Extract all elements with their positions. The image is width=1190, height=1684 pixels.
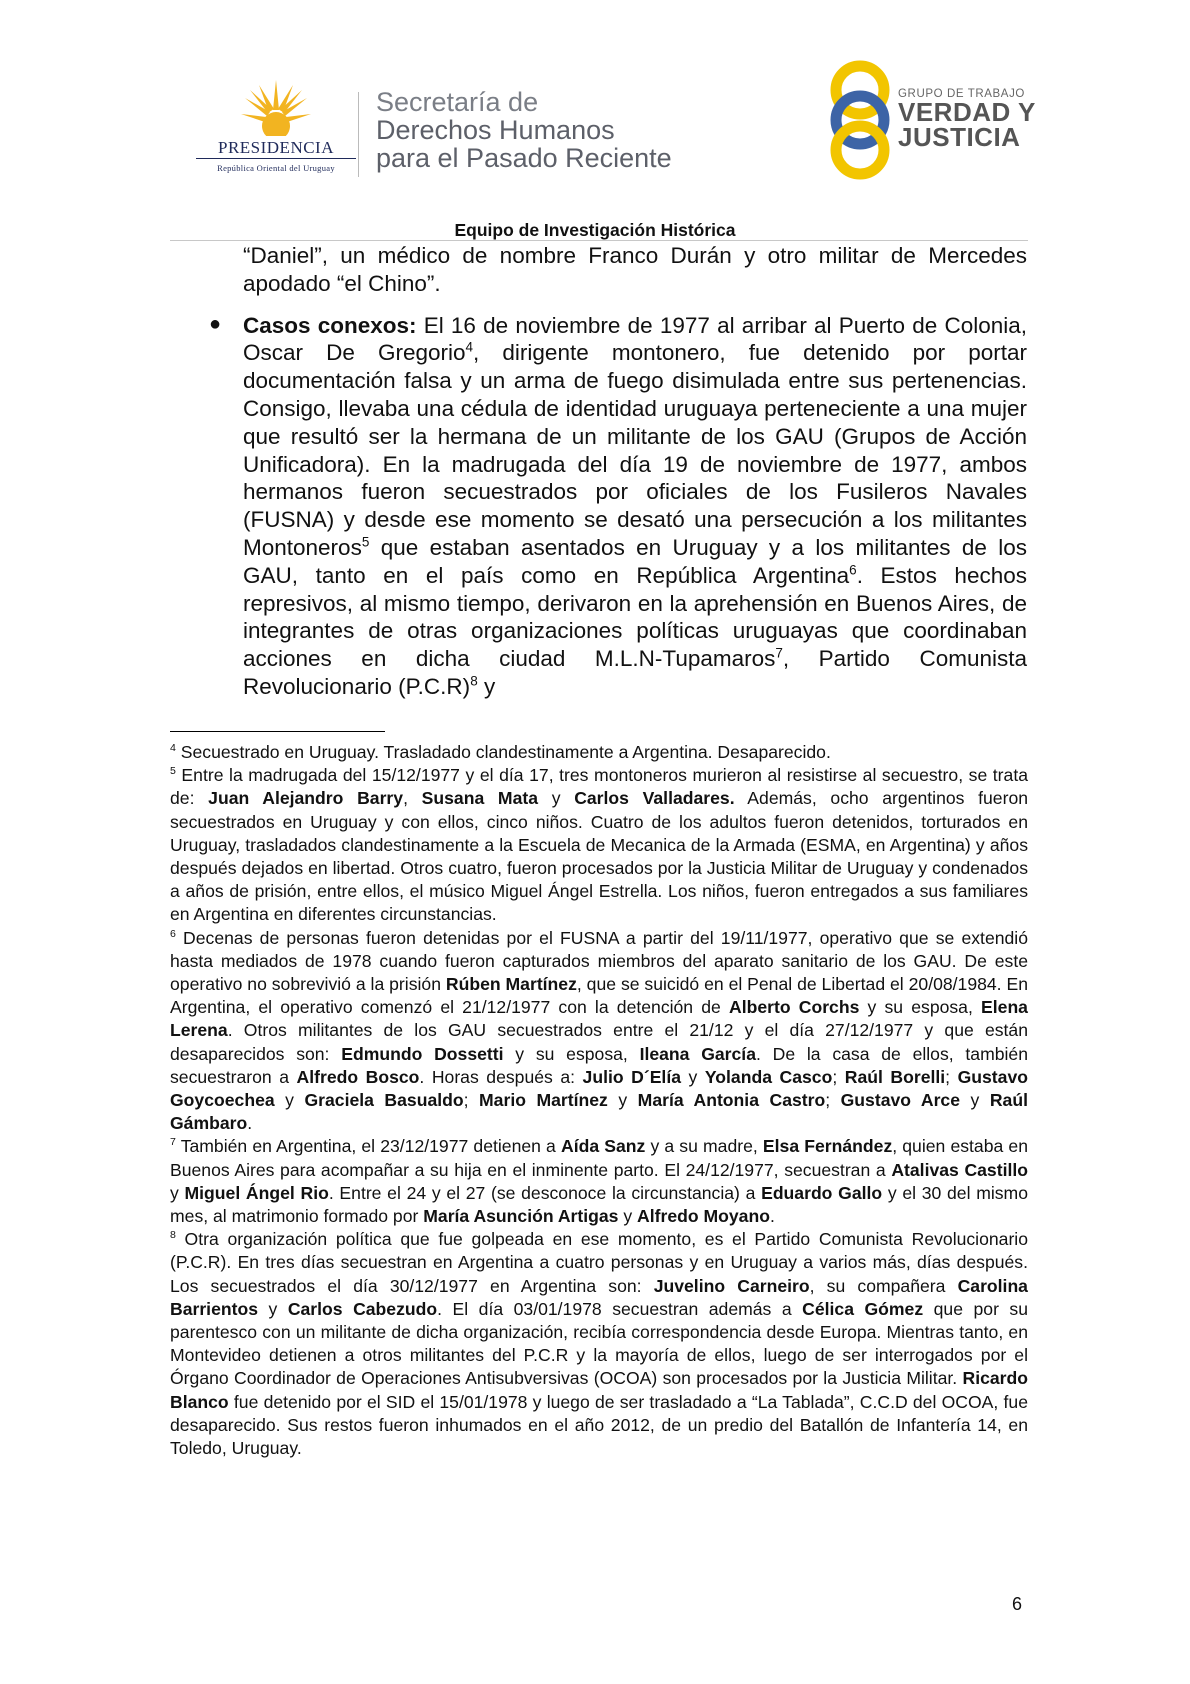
- text-run: También en Argentina, el 23/12/1977 detienen a: [175, 1136, 561, 1157]
- person-name: Carlos Valladares.: [574, 788, 735, 809]
- person-name: Atalivas Castillo: [891, 1159, 1028, 1180]
- text-run: y: [274, 1090, 305, 1111]
- text-run: y el 30 del mismo mes, al matrimonio formado por: [170, 1182, 1028, 1227]
- text-run: y su esposa,: [859, 997, 982, 1018]
- text-run: , quien estaba en Buenos Aires para acompañar a su hija en el inminente parto. El 24/12/1977, secuestran a: [170, 1136, 1028, 1180]
- body-text: [209, 242, 1027, 701]
- text-run: y: [960, 1090, 990, 1111]
- presidencia-subtitle: República Oriental del Uruguay: [217, 163, 335, 173]
- bullet-icon: ●: [209, 312, 222, 335]
- person-name: Miguel Ángel Rio: [184, 1182, 329, 1203]
- text-run: , dirigente montonero, fue detenido por portar documentación falsa y un arma de fuego disimulada entre sus pertenencias. Consigo, llevaba una cédula de identidad uruguaya perteneciente a una mujer que resultó ser la hermana de un militante de los GAU (Grupos de Acción Unificadora). En la madrugada del día 19 de noviembre de 1977, ambos hermanos fueron secuestrados por oficiales de los Fusileros Navales (FUSNA) y desde ese momento se desató una persecución a los militantes Montoneros: [243, 340, 1027, 560]
- footnote-ref-6: 6: [849, 562, 857, 578]
- person-name: Gustavo Arce: [840, 1090, 961, 1111]
- text-run: y su esposa,: [503, 1043, 640, 1064]
- text-run: y: [538, 788, 575, 809]
- footnote-number: 4: [170, 742, 176, 755]
- text-run: Decenas de personas fueron detenidas por el FUSNA a partir del 19/11/1977, operativo que se extendió hasta mediados de 1978 cuando fueron capturados miembros del aparato sanitario de los GAU. De este operativo no sobrevivió a la prisión: [170, 927, 1028, 995]
- text-run: . De la casa de ellos, también secuestraron a: [170, 1043, 1029, 1087]
- person-name: Alfredo Bosco: [296, 1066, 420, 1087]
- text-run: y: [170, 1182, 185, 1203]
- text-run: y: [681, 1066, 705, 1087]
- secretaria-line-3: para el Pasado Reciente: [376, 143, 672, 173]
- bullet-label: Casos conexos:: [243, 312, 417, 338]
- person-name: Julio D´Elía: [582, 1066, 681, 1087]
- person-name: Carolina Barrientos: [170, 1275, 1028, 1319]
- text-run: que por su parentesco con un militante de dicha organización, recibía correspondencia desde Europa. Mientras tanto, en Montevideo detienen a otros militantes del P.C.R y la mayoría de ellos, luego de ser interrogados por el Órgano Coordinador de Operaciones Antisubversivas (OCOA) son procesados por la Justicia Militar.: [170, 1298, 1029, 1389]
- text-run: , su compañera: [809, 1275, 958, 1296]
- text-run: . Otros militantes de los GAU secuestrados entre el 21/12 y el día 27/12/1977 y que están desaparecidos son:: [170, 1020, 1028, 1064]
- person-name: Graciela Basualdo: [304, 1090, 464, 1111]
- footnote-ref-5: 5: [361, 534, 370, 550]
- footnote-ref-8: 8: [470, 673, 478, 689]
- person-name: Gustavo Goycoechea: [170, 1066, 1028, 1111]
- person-name: Yolanda Casco: [704, 1066, 833, 1087]
- header-divider: [358, 92, 359, 177]
- person-name: Edmundo Dossetti: [341, 1043, 504, 1064]
- person-name: Susana Mata: [421, 788, 538, 809]
- footnote-7: [170, 1135, 1028, 1228]
- person-name: Aída Sanz: [560, 1136, 646, 1157]
- secretaria-line-1: Secretaría de: [376, 87, 539, 117]
- presidencia-name: PRESIDENCIA: [217, 138, 334, 157]
- text-run: y a su madre,: [645, 1136, 763, 1157]
- text-run: Además, ocho argentinos fueron secuestrados en Uruguay y con ellos, cinco niños. Cuatro de los adultos fueron detenidos, torturados en Uruguay, trasladados clandestinamente a la Escuela de Mecanica de la Armada (ESMA, en Argentina) y años después dejados en libertad. Otros cuatro, fueron procesados por la Justicia Militar de Uruguay y condenados a años de prisión, entre ellos, el músico Miguel Ángel Estrella. Los niños, fueron entregados a sus familiares en Argentina en diferentes circunstancias.: [170, 788, 1029, 925]
- intro-paragraph: “Daniel”, un médico de nombre Franco Durán y otro militar de Mercedes apodado “el Chino”.: [243, 243, 1027, 296]
- casos-conexos-paragraph: [243, 312, 1027, 701]
- footnote-ref-7: 7: [775, 645, 783, 661]
- gvj-small-label: GRUPO DE TRABAJO: [898, 88, 1025, 100]
- text-run: ;: [463, 1090, 480, 1111]
- text-run: ,: [403, 788, 422, 809]
- text-run: y: [258, 1298, 288, 1319]
- text-run: .: [769, 1206, 775, 1227]
- person-name: Raúl Gámbaro: [170, 1090, 1028, 1134]
- person-name: Mario Martínez: [479, 1090, 608, 1111]
- text-run: y: [618, 1206, 638, 1227]
- page-number: 6: [1012, 1594, 1023, 1614]
- rings-icon: [820, 58, 900, 183]
- text-run: El 16 de noviembre de 1977 al arribar al Puerto de Colonia, Oscar De Gregorio: [243, 312, 1027, 366]
- text-run: ;: [945, 1066, 958, 1087]
- person-name: Alfredo Moyano: [637, 1206, 770, 1227]
- text-run: que estaban asentados en Uruguay y a los militantes de los GAU, tanto en el país como en República Argentina: [243, 534, 1027, 588]
- text-run: , que se suicidó en el Penal de Libertad el 20/08/1984. En Argentina, el operativo comenzó el 21/12/1977 con la detención de: [170, 974, 1028, 1018]
- text-run: fue detenido por el SID el 15/01/1978 y luego de ser trasladado a “La Tablada”, C.C.D del OCOA, fue desaparecido. Sus restos fueron inhumados en el año 2012, de un predio del Batallón de Infantería 14, en Toledo, Uruguay.: [170, 1391, 1028, 1459]
- text-run: . Estos hechos represivos, al mismo tiempo, derivaron en la aprehensión en Buenos Aires, de integrantes de otras organizaciones políticas uruguayas que coordinaban acciones en dicha ciudad M.L.N-Tupamaros: [243, 562, 1027, 672]
- text-run: ;: [832, 1066, 845, 1087]
- person-name: Eduardo Gallo: [761, 1182, 883, 1203]
- text-run: . Horas después a:: [419, 1066, 583, 1087]
- text-run: . Entre el 24 y el 27 (se desconoce la circunstancia) a: [328, 1182, 762, 1203]
- footnote-number: 6: [170, 927, 176, 940]
- text-run: .: [247, 1113, 253, 1134]
- text-run: Otra organización política que fue golpeada en ese momento, es el Partido Comunista Revolucionario (P.C.R). En tres días secuestran en Argentina a cuatro personas y en Uruguay a varios más, días después. Los secuestrados el día 30/12/1977 en Argentina son:: [170, 1229, 1028, 1296]
- text-run: y: [477, 673, 496, 699]
- footnote-4: [170, 741, 1028, 764]
- presidencia-logo: [196, 78, 356, 188]
- person-name: María Antonia Castro: [637, 1090, 826, 1111]
- text-run: Secuestrado en Uruguay. Trasladado clandestinamente a Argentina. Desaparecido.: [175, 742, 831, 762]
- presidencia-divider: [196, 158, 356, 159]
- person-name: Ileana García: [639, 1043, 756, 1064]
- footnote-8: [170, 1228, 1028, 1460]
- footnote-number: 8: [170, 1229, 176, 1242]
- page-header: [0, 0, 1190, 215]
- bullet-casos-conexos: [209, 312, 1027, 701]
- person-name: Raúl Borelli: [844, 1066, 946, 1087]
- person-name: Alberto Corchs: [729, 997, 860, 1018]
- text-run: . El día 03/01/1978 secuestran además a: [437, 1298, 803, 1319]
- header-rule: [170, 240, 1028, 241]
- footnote-number: 5: [170, 765, 176, 778]
- text-run: y: [607, 1090, 638, 1111]
- sun-icon: [241, 80, 311, 142]
- person-name: Juan Alejandro Barry: [208, 788, 404, 809]
- secretaria-line-2: Derechos Humanos: [376, 115, 615, 145]
- secretaria-title: [376, 88, 672, 172]
- verdad-justicia-logo: [820, 58, 1050, 183]
- text-run: , Partido Comunista Revolucionario (P.C.R): [243, 646, 1027, 699]
- person-name: Elena Lerena: [170, 997, 1028, 1041]
- gvj-line-2: JUSTICIA: [898, 122, 1021, 152]
- person-name: Juvelino Carneiro: [653, 1275, 810, 1296]
- person-name: María Asunción Artigas: [423, 1206, 619, 1227]
- person-name: Elsa Fernández: [762, 1136, 893, 1157]
- footnote-5: [170, 764, 1028, 926]
- header-subtitle: Equipo de Investigación Histórica: [454, 220, 736, 240]
- person-name: Célica Gómez: [802, 1298, 924, 1319]
- person-name: Carlos Cabezudo: [287, 1298, 438, 1319]
- person-name: Rúben Martínez: [445, 974, 577, 995]
- footnote-ref-4: 4: [465, 339, 474, 355]
- footnote-number: 7: [170, 1136, 176, 1149]
- text-run: Entre la madrugada del 15/12/1977 y el día 17, tres montoneros murieron al resistirse al secuestro, se trata de:: [170, 765, 1028, 809]
- verdad-justicia-text: [898, 88, 1036, 150]
- footnotes: [170, 741, 1028, 1460]
- person-name: Ricardo Blanco: [170, 1368, 1028, 1412]
- footnote-6: [170, 927, 1028, 1136]
- gvj-line-1: VERDAD Y: [898, 97, 1036, 127]
- text-run: ;: [825, 1090, 841, 1111]
- footnote-separator: [170, 731, 385, 732]
